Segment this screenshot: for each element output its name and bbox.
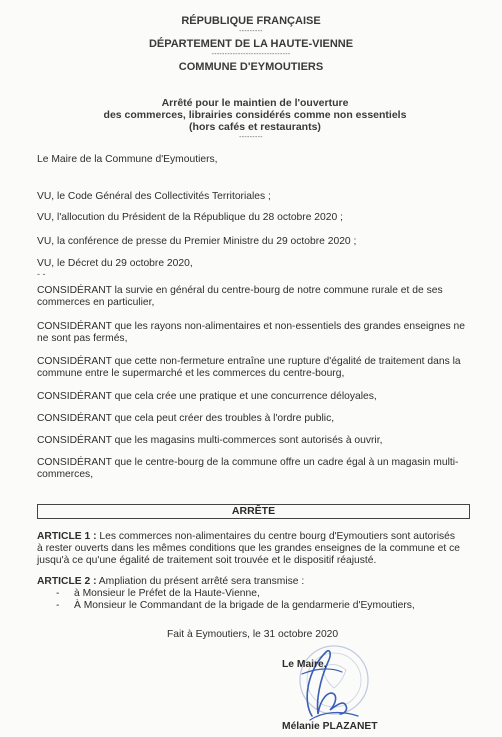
- arrete-heading: ARRÊTE: [231, 505, 276, 517]
- considerant-line: CONSIDÉRANT que les rayons non-alimentaires et non-essentiels des grandes enseignes ne: [37, 321, 465, 332]
- considerant-line: commerces en particulier,: [37, 297, 155, 308]
- considerant-line: CONSIDÉRANT que cela peut créer des troubles à l'ordre public,: [37, 413, 335, 424]
- department-heading: DÉPARTEMENT DE LA HAUTE-VIENNE: [148, 38, 354, 50]
- article-1-line: à rester ouverts dans les mêmes conditions que les grandes enseignes de la commune et ce: [37, 543, 460, 554]
- intro-text: Le Maire de la Commune d'Eymoutiers,: [37, 154, 218, 165]
- considerant-line: commune entre le supermarché et les commerces du centre-bourg,: [37, 368, 345, 379]
- article-2-text: Ampliation du présent arrêté sera transmise :: [96, 576, 305, 587]
- arrete-box: [37, 504, 470, 519]
- recipient-item: À Monsieur le Commandant de la brigade de la gendarmerie d'Eymoutiers,: [74, 600, 415, 611]
- title-separator: ---------: [239, 134, 263, 141]
- considerant-line: commerces,: [37, 469, 94, 480]
- considerant-line: ne sont pas fermés,: [37, 333, 128, 344]
- decree-title-line: des commerces, librairies considérés comme non essentiels: [103, 109, 407, 121]
- bullet-dash: -: [56, 600, 60, 611]
- decree-title-line: Arrêté pour le maintien de l'ouverture: [161, 97, 349, 109]
- article-2-label: ARTICLE 2 :: [37, 576, 97, 587]
- dash-mark: - -: [37, 269, 46, 279]
- commune-heading: COMMUNE D'EYMOUTIERS: [178, 61, 324, 73]
- signer-name: Mélanie PLAZANET: [282, 721, 378, 732]
- place-date: Fait à Eymoutiers, le 31 octobre 2020: [167, 629, 339, 640]
- vu-line: VU, le Code Général des Collectivités Territoriales ;: [37, 191, 271, 202]
- header-separator: ------------------------------: [211, 51, 291, 58]
- vu-line: VU, la conférence de presse du Premier Ministre du 29 octobre 2020 ;: [37, 236, 357, 247]
- article-2-line: [37, 576, 477, 588]
- recipient-item: à Monsieur le Préfet de la Haute-Vienne,: [74, 588, 260, 599]
- considerant-line: CONSIDÉRANT la survie en général du centre-bourg de notre commune rurale et de ses: [37, 285, 443, 296]
- article-1-line: jusqu'à ce qu'une égalité de traitement soit trouvée et le dispositif réajusté.: [37, 555, 377, 566]
- considerant-line: CONSIDÉRANT que le centre-bourg de la commune offre un cadre égal à un magasin multi-: [37, 457, 459, 468]
- considerant-line: CONSIDÉRANT que cette non-fermeture entraîne une rupture d'égalité de traitement dans la: [37, 356, 461, 367]
- official-stamp-signature: [282, 630, 392, 730]
- republic-heading: RÉPUBLIQUE FRANÇAISE: [181, 15, 321, 27]
- signer-role: Le Maire,: [282, 659, 327, 670]
- considerant-line: CONSIDÉRANT que cela crée une pratique et une concurrence déloyales,: [37, 391, 377, 402]
- decree-title-line: (hors cafés et restaurants): [189, 121, 321, 133]
- bullet-dash: -: [56, 588, 60, 599]
- considerant-line: CONSIDÉRANT que les magasins multi-commerces sont autorisés à ouvrir,: [37, 435, 383, 446]
- vu-line: VU, le Décret du 29 octobre 2020,: [37, 258, 193, 269]
- article-1-line: [37, 531, 477, 543]
- article-1-text: Les commerces non-alimentaires du centre bourg d'Eymoutiers sont autorisés: [96, 531, 456, 542]
- vu-line: VU, l'allocution du Président de la République du 28 octobre 2020 ;: [37, 212, 343, 223]
- header-separator: ---------: [239, 28, 263, 35]
- article-1-label: ARTICLE 1 :: [37, 531, 97, 542]
